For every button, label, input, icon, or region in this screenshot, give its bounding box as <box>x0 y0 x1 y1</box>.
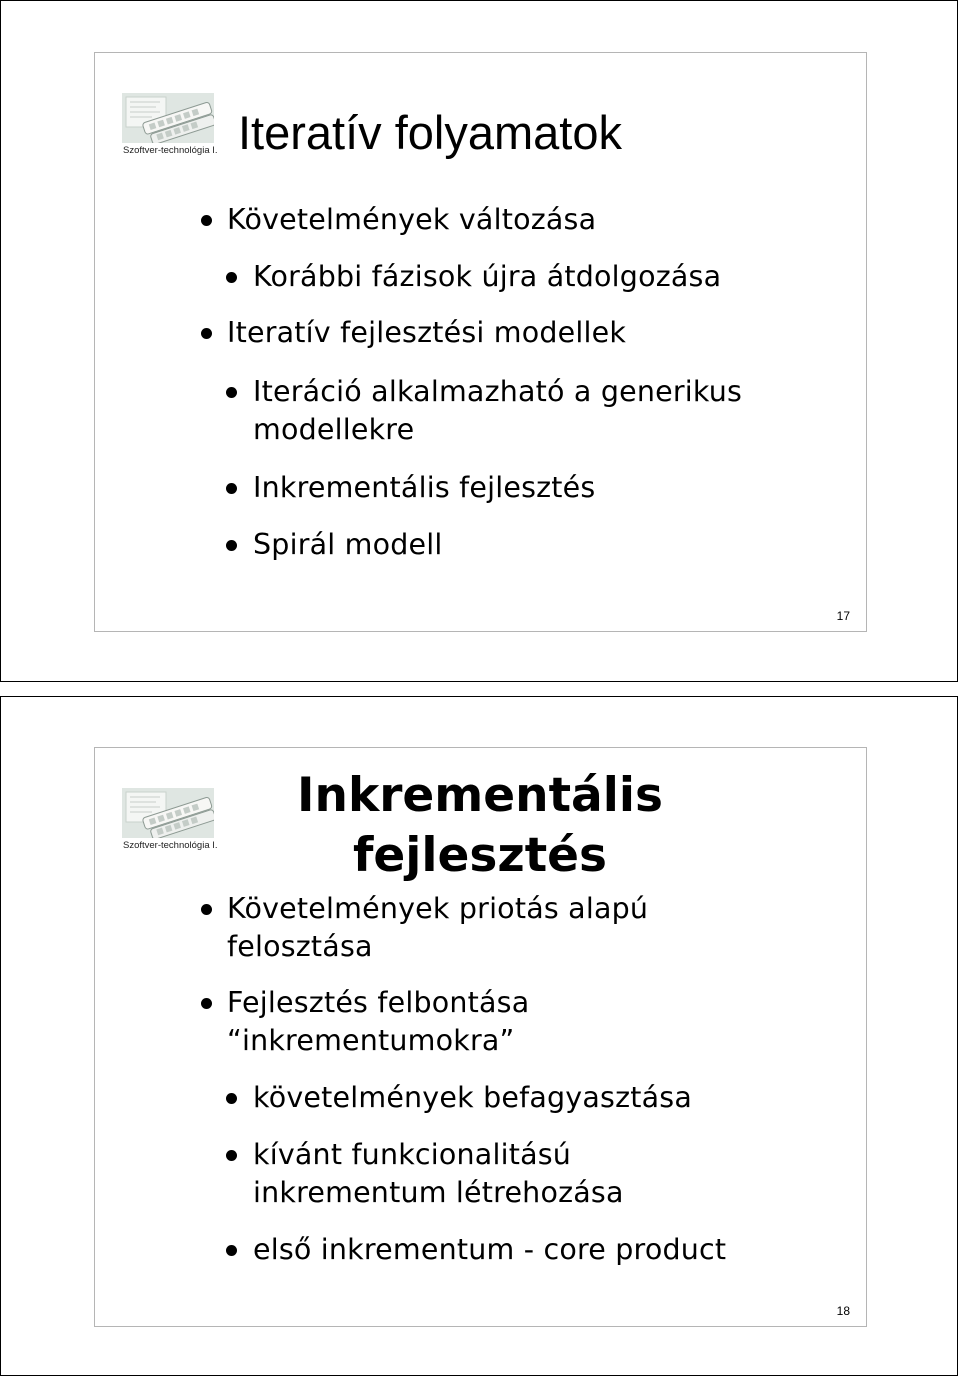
page-number: 18 <box>836 1304 850 1318</box>
slide-17 <box>94 52 867 632</box>
slide-title-line: Inkrementális <box>297 768 663 823</box>
bullet-continuation: felosztása <box>227 930 373 963</box>
keyboard-image <box>122 788 214 838</box>
bullet-continuation: inkrementum létrehozása <box>253 1176 624 1209</box>
bullet-level2: Inkrementális fejlesztés <box>253 469 595 507</box>
bullet-level2: első inkrementum - core product <box>253 1231 726 1269</box>
bullet-level2: követelmények befagyasztása <box>253 1079 692 1117</box>
slide-18 <box>94 747 867 1327</box>
logo-caption: Szoftver-technológia I. <box>123 840 218 851</box>
page-2 <box>0 696 958 1376</box>
bullet-level1: Követelmények priotás alapú <box>227 890 648 928</box>
keyboard-image <box>122 93 214 143</box>
bullet-level2: Korábbi fázisok újra átdolgozása <box>253 258 721 296</box>
bullet-continuation: modellekre <box>253 413 415 446</box>
bullet-level1: Fejlesztés felbontása <box>227 984 529 1022</box>
bullet-level2: Spirál modell <box>253 526 443 564</box>
logo-caption: Szoftver-technológia I. <box>123 145 218 156</box>
page-1 <box>0 0 958 682</box>
slide-title <box>225 766 735 886</box>
course-logo <box>122 788 218 858</box>
course-logo <box>122 93 218 163</box>
bullet-level1: Iteratív fejlesztési modellek <box>227 314 626 352</box>
slide-title-line: fejlesztés <box>352 828 608 883</box>
page-number: 17 <box>836 609 850 623</box>
bullet-level2: Iteráció alkalmazható a generikus <box>253 373 742 411</box>
bullet-continuation: “inkrementumokra” <box>227 1024 515 1057</box>
bullet-level2: kívánt funkcionalitású <box>253 1136 571 1174</box>
bullet-level1: Követelmények változása <box>227 201 596 239</box>
slide-title: Iteratív folyamatok <box>238 106 622 159</box>
